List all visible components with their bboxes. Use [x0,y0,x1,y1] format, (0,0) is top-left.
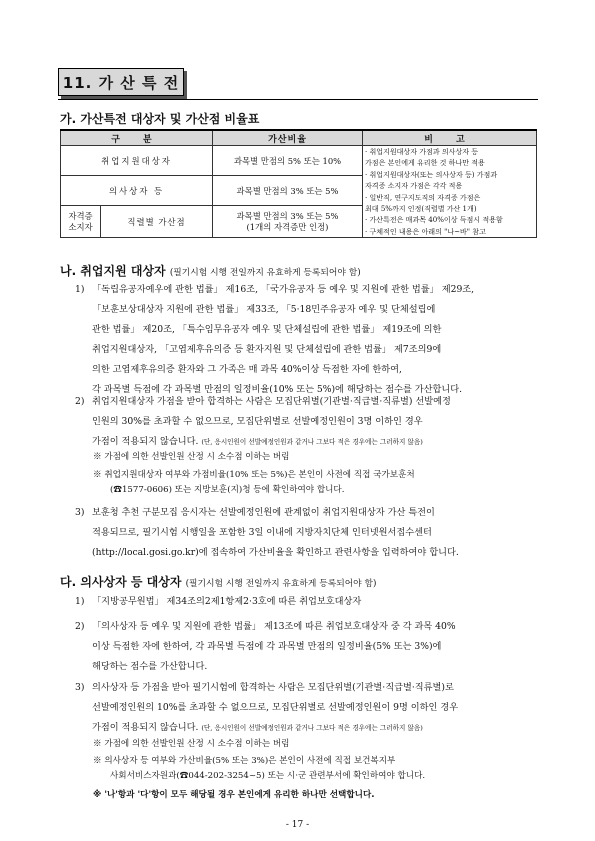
row-category: 의사상자 등 [61,176,213,206]
item-line: 취업지원대상자, 「고엽제후유의증 등 환자지원 및 단체설립에 관한 법률」 제7조의9에 [92,344,442,355]
item-text [92,503,537,563]
section-b-title: 나. 취업지원 대상자 [60,264,166,278]
item-line: 보훈청 추천 구분모집 응시자는 선발예정인원에 관계없이 취업지원대상자 가산 특전이 [92,507,435,518]
item-line [92,432,537,452]
note-bullet: ※ 가점에 의한 선발인원 산정 시 소수점 이하는 버림 [93,739,290,749]
note-bullet: ※ 가점에 의한 선발인원 산정 시 소수점 이하는 버림 [93,452,290,462]
note-line: · 취업지원대상자(또는 의사상자 등) 가점과 [365,169,498,179]
row-rate-line: 과목별 만점의 3% 또는 5% [236,210,339,221]
item-number: 2) [75,396,85,407]
item-line: 관한 법률」 제20조, 「특수임무유공자 예우 및 단체설립에 관한 법률」 제19조에 의한 [92,324,442,335]
item-line: 해당하는 점수를 가산합니다. [92,661,208,672]
row-category: 취업지원대상자 [61,146,213,176]
item-text [92,678,537,738]
table-header-row [61,130,537,146]
section-c-title: 다. 의사상자 등 대상자 [60,575,182,589]
item-line: 「보훈보상대상자 지원에 관한 법률」 제33조, 「5·18민주유공자 예우 및 단체설립에 [92,304,436,315]
row-rate-line: (1개의 자격증만 인정) [246,221,329,232]
item-line: 취업지원대상자 가점을 받아 합격하는 사람은 모집단위별(기관별·직급별·직류별) 선발예정 [92,396,451,407]
item-line: 「지방공무원법」 제34조의2제1항제2·3호에 따른 취업보호대상자 [92,596,362,607]
item-line-text: 가점이 적용되지 않습니다. [92,436,199,447]
section-b-note: (필기시험 시행 전일까지 유효하게 등록되어야 함) [169,268,361,278]
row-rate: 과목별 만점의 3% 또는 5% [213,176,363,206]
item-text [92,617,537,677]
item-number: 3) [75,507,85,518]
item-line: 이상 득점한 자에 한하여, 각 과목별 득점에 각 과목별 만점의 일정비율(5% 또는 3%)에 [92,641,442,652]
item-line [92,718,537,738]
note-bullet-emphasis: ※ '나'항과 '다'항이 모두 해당될 경우 본인에게 유리한 하나만 선택합니다. [93,790,375,800]
item-line: 「의사상자 등 예우 및 지원에 관한 법률」 제13조에 따른 취업보호대상자 중 각 과목 40% [92,621,456,632]
header-rate: 가산비율 [213,130,363,146]
item-line: 인원의 30%를 초과할 수 없으므로, 모집단위별로 선발예정인원이 3명 이하인 경우 [92,416,423,427]
note-line: · 가산특전은 매과목 40%이상 득점시 적용함 [365,215,503,225]
row-category-main: 자격증 소지자 [61,206,101,238]
item-line: (http://local.gosi.go.kr)에 접속하여 가산비율을 확인하고 관련사항을 입력하여야 합니다. [92,547,459,558]
item-line: 각 과목별 득점에 각 과목별 만점의 일정비율(10% 또는 5%)에 해당하는 점수를 가산합니다. [92,384,463,395]
item-tail-note: (단, 응시인원이 선발예정인원과 같거나 그보다 적은 경우에는 그러하지 않음) [201,724,423,732]
title-divider [58,99,538,100]
row-rate: 과목별 만점의 5% 또는 10% [213,146,363,176]
table-row [61,146,537,176]
item-line-text: 가점이 적용되지 않습니다. [92,722,199,733]
header-category: 구 분 [61,130,213,146]
note-line: 자격증 소지자 가점은 각각 적용 [365,181,463,191]
row-category-sub: 직렬별 가산점 [101,206,213,238]
subsection-a-heading: 가. 가산특전 대상자 및 가산점 비율표 [60,112,260,126]
note-bullet-cont: 사회서비스자원과(☎044-202-3254~5) 또는 시·군 관련부서에 확인하여야 합니다. [110,771,426,781]
item-text [92,392,537,452]
note-line: 최대 5%까지 인정(직렬별 가산 1개) [365,204,477,214]
item-text [92,280,537,400]
item-text [92,592,537,612]
item-tail-note: (단, 응시인원이 선발예정인원과 같거나 그보다 적은 경우에는 그러하지 않음) [201,438,423,446]
item-number: 1) [75,596,85,607]
row-rate [213,206,363,238]
item-line: 적용되므로, 필기시험 시행일을 포함한 3일 이내에 지방자치단체 인터넷원서접수센터 [92,527,432,538]
section-c-note: (필기시험 시행 전일까지 유효하게 등록되어야 함) [185,579,377,589]
note-line: · 일반직, 연구지도직의 자격증 가점은 [365,192,481,202]
section-b-heading [60,262,361,279]
item-number: 2) [75,621,85,632]
item-line: 의사상자 등 가점을 받아 필기시험에 합격하는 사람은 모집단위별(기관별·직급별·직류별)로 [92,682,454,693]
item-line: 의한 고엽제후유의증 환자와 그 가족은 매 과목 40%이상 득점한 자에 한하여, [92,364,402,375]
item-line: 「독립유공자예우에 관한 법률」 제16조, 「국가유공자 등 예우 및 지원에 관한 법률」 제29조, [92,284,475,295]
bonus-rate-table [60,129,537,238]
item-number: 3) [75,682,85,693]
section-title: 11. 가 산 특 전 [58,68,184,96]
table-notes [363,146,537,238]
item-number: 1) [75,284,85,295]
page-number: - 17 - [285,820,310,830]
item-line: 선발예정인원의 10%를 초과할 수 없으므로, 모집단위별로 선발예정인원이 9명 이하인 경우 [92,702,459,713]
note-bullet: ※ 취업지원대상자 여부와 가점비율(10% 또는 5%)은 본인이 사전에 직접 국가보훈처 [93,470,415,480]
header-note: 비 고 [363,130,537,146]
note-bullet: ※ 의사상자 등 여부와 가산비율(5% 또는 3%)은 본인이 사전에 직접 보건복지부 [93,756,396,766]
note-line: 가점은 본인에게 유리한 것 하나만 적용 [365,158,485,168]
note-line: · 취업지원대상자 가점과 의사상자 등 [365,147,479,156]
section-c-heading [60,573,376,590]
note-line: · 구체적인 내용은 아래의 "나~바" 참고 [365,226,486,236]
note-bullet-cont: (☎1577-0606) 또는 지방보훈(지)청 등에 확인하여야 합니다. [110,485,345,495]
